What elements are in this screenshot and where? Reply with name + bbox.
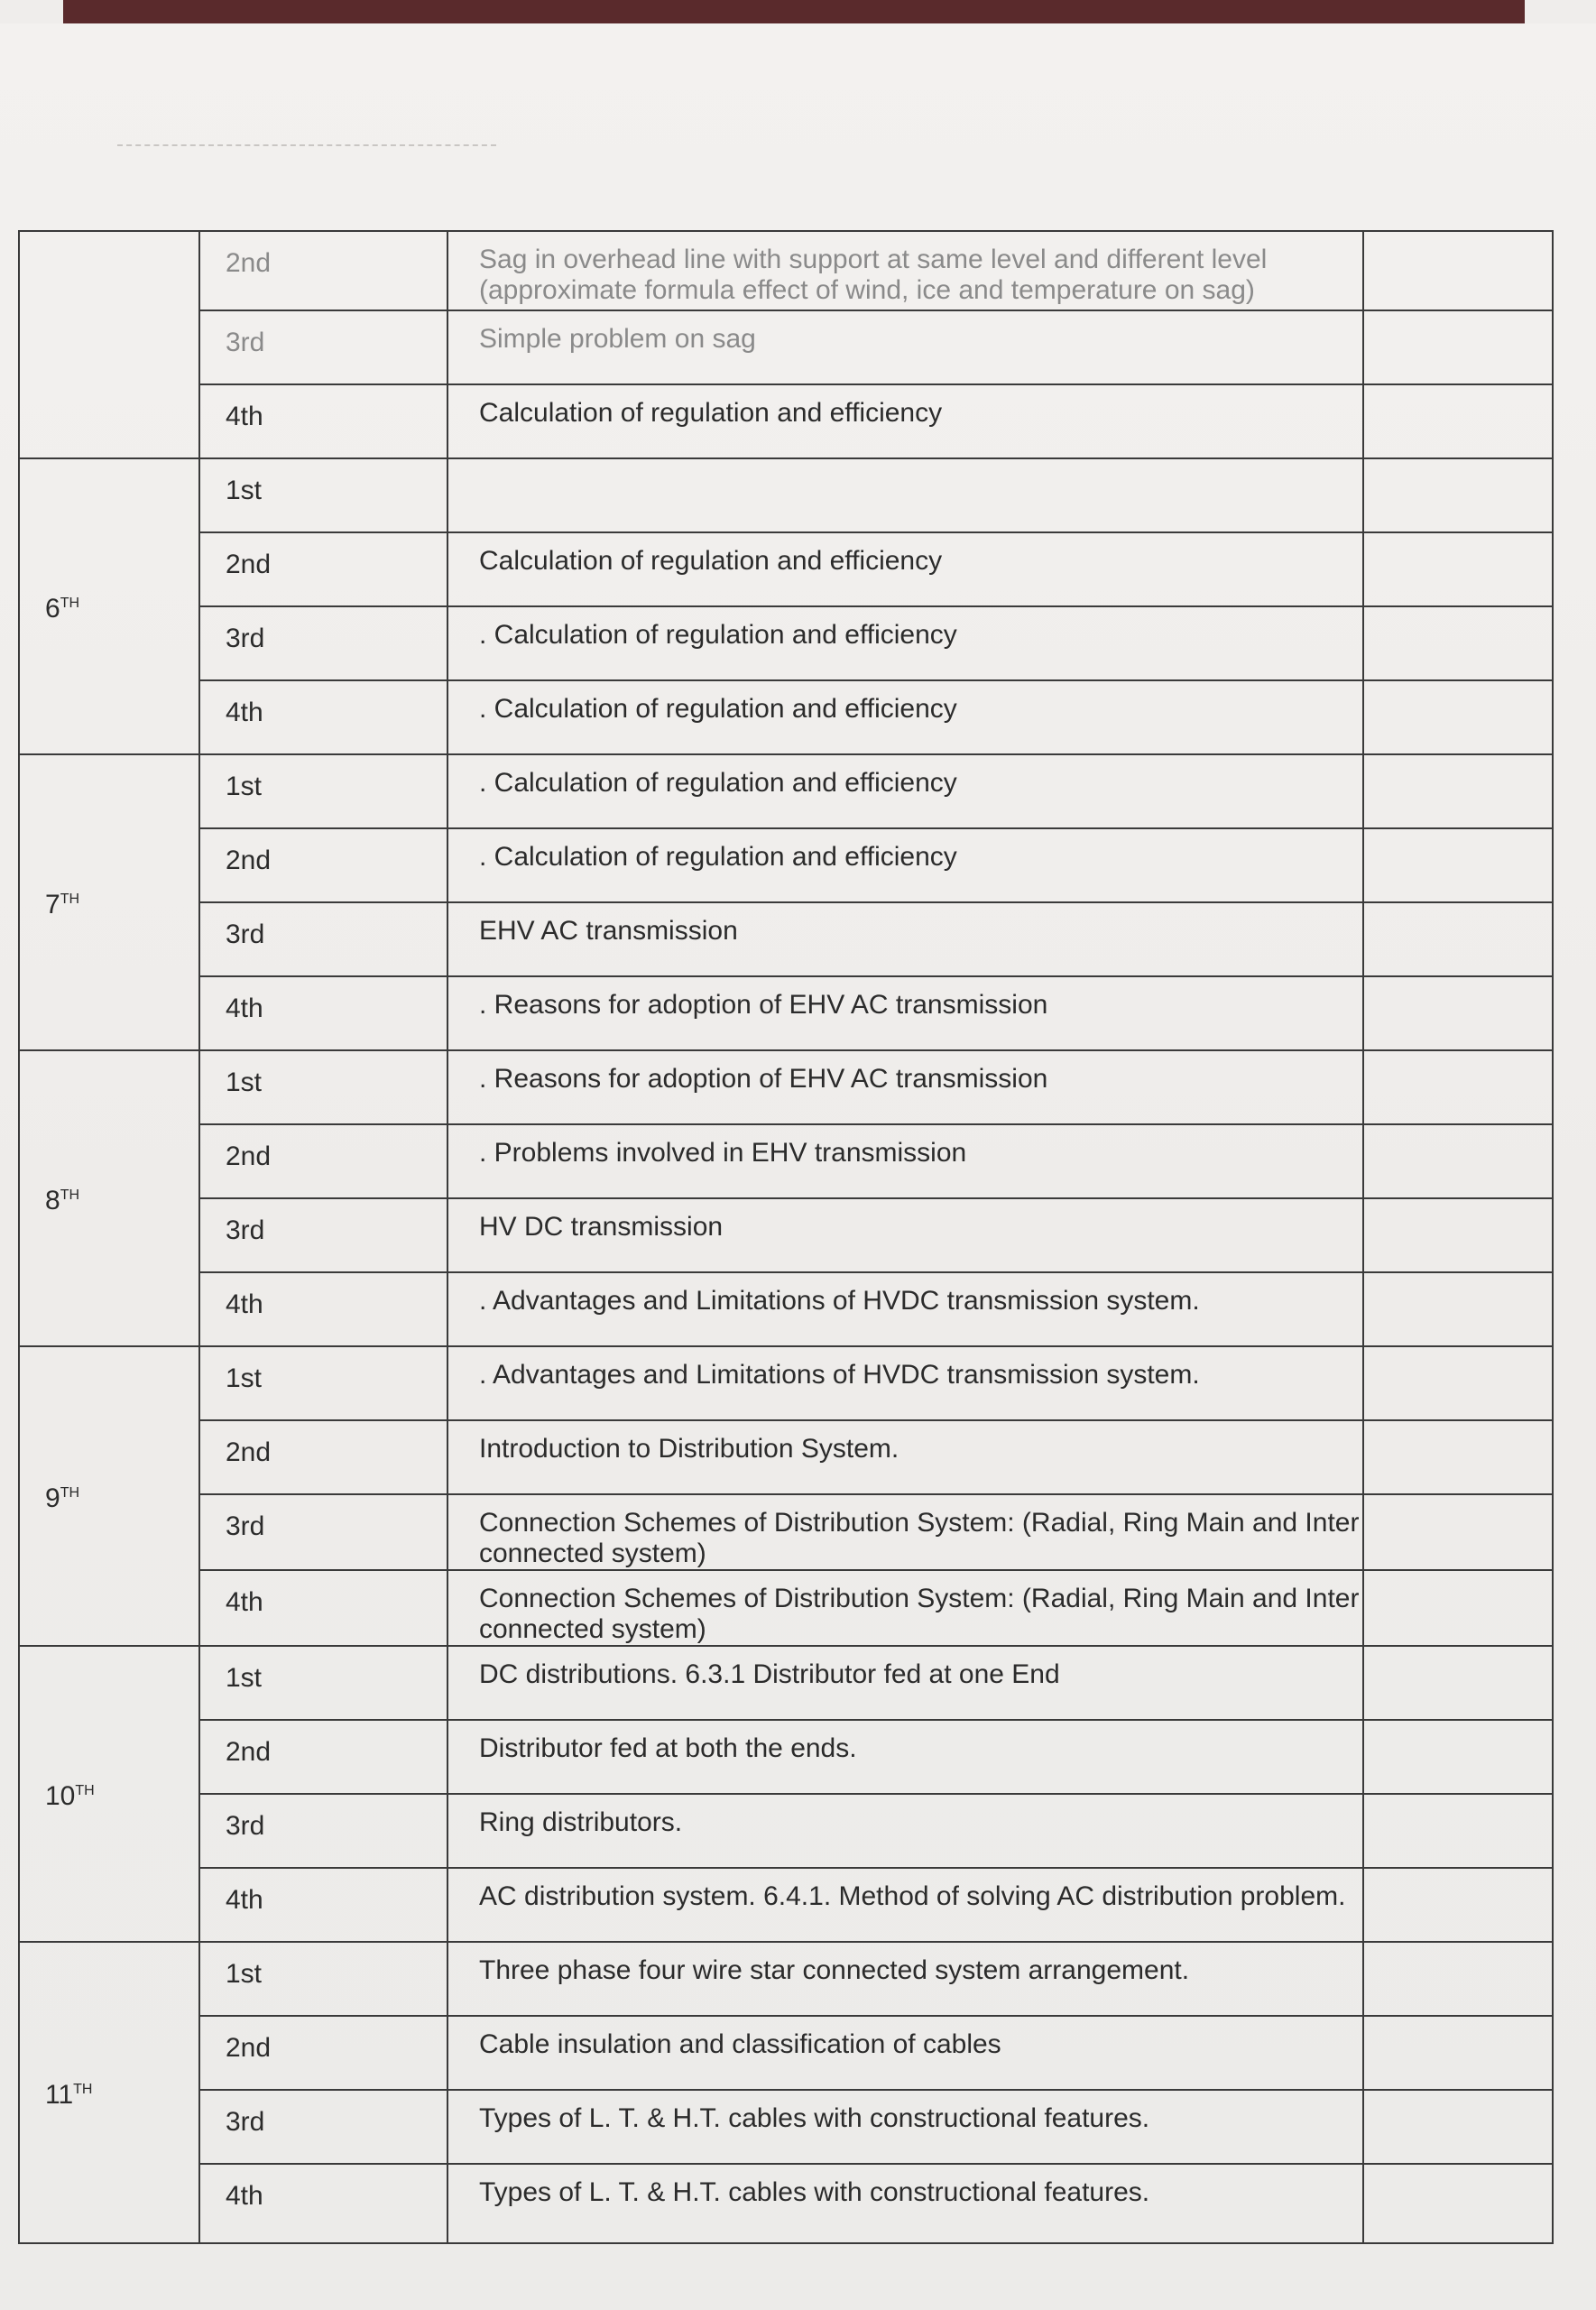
topic-cell: . Calculation of regulation and efficiency bbox=[447, 680, 1363, 754]
week-cell: 11TH bbox=[19, 1942, 199, 2243]
table-row bbox=[19, 1346, 1553, 1420]
topic-cell: Types of L. T. & H.T. cables with constructional features. bbox=[447, 2164, 1363, 2243]
lecture-cell: 2nd bbox=[199, 532, 447, 606]
table-row bbox=[19, 1272, 1553, 1346]
week-cell: 6TH bbox=[19, 458, 199, 754]
lecture-cell: 3rd bbox=[199, 1794, 447, 1868]
table-row bbox=[19, 231, 1553, 310]
remarks-cell bbox=[1363, 1124, 1553, 1198]
lecture-cell: 3rd bbox=[199, 1198, 447, 1272]
table-row bbox=[19, 1494, 1553, 1570]
topic-cell bbox=[447, 458, 1363, 532]
lecture-cell: 4th bbox=[199, 384, 447, 458]
topic-cell: HV DC transmission bbox=[447, 1198, 1363, 1272]
remarks-cell bbox=[1363, 231, 1553, 310]
remarks-cell bbox=[1363, 680, 1553, 754]
faint-header-line bbox=[117, 144, 496, 146]
table-row bbox=[19, 2016, 1553, 2090]
table-row bbox=[19, 310, 1553, 384]
remarks-cell bbox=[1363, 754, 1553, 828]
lecture-cell: 4th bbox=[199, 1272, 447, 1346]
topic-cell: Cable insulation and classification of cables bbox=[447, 2016, 1363, 2090]
remarks-cell bbox=[1363, 828, 1553, 902]
topic-cell: . Reasons for adoption of EHV AC transmission bbox=[447, 1050, 1363, 1124]
week-cell: 10TH bbox=[19, 1646, 199, 1942]
remarks-cell bbox=[1363, 458, 1553, 532]
lecture-cell: 4th bbox=[199, 976, 447, 1050]
remarks-cell bbox=[1363, 1868, 1553, 1942]
topic-cell: Calculation of regulation and efficiency bbox=[447, 532, 1363, 606]
table-row bbox=[19, 1198, 1553, 1272]
topic-cell: Ring distributors. bbox=[447, 1794, 1363, 1868]
lecture-cell: 2nd bbox=[199, 1720, 447, 1794]
table-row bbox=[19, 1570, 1553, 1646]
remarks-cell bbox=[1363, 1272, 1553, 1346]
lecture-cell: 1st bbox=[199, 1646, 447, 1720]
lecture-cell: 4th bbox=[199, 2164, 447, 2243]
topic-cell: Connection Schemes of Distribution System: (Radial, Ring Main and Inter connected system) bbox=[447, 1494, 1363, 1570]
remarks-cell bbox=[1363, 902, 1553, 976]
lecture-cell: 1st bbox=[199, 458, 447, 532]
table-row bbox=[19, 1124, 1553, 1198]
table-row bbox=[19, 1050, 1553, 1124]
topic-cell: AC distribution system. 6.4.1. Method of solving AC distribution problem. bbox=[447, 1868, 1363, 1942]
lecture-cell: 3rd bbox=[199, 1494, 447, 1570]
remarks-cell bbox=[1363, 2090, 1553, 2164]
remarks-cell bbox=[1363, 1646, 1553, 1720]
topic-cell: . Advantages and Limitations of HVDC transmission system. bbox=[447, 1346, 1363, 1420]
lesson-plan-table bbox=[18, 230, 1554, 2244]
remarks-cell bbox=[1363, 532, 1553, 606]
lecture-cell: 1st bbox=[199, 754, 447, 828]
topic-cell: . Calculation of regulation and efficiency bbox=[447, 754, 1363, 828]
topic-cell: . Calculation of regulation and efficiency bbox=[447, 606, 1363, 680]
table-row bbox=[19, 680, 1553, 754]
lecture-cell: 3rd bbox=[199, 902, 447, 976]
lecture-cell: 2nd bbox=[199, 231, 447, 310]
topic-cell: Simple problem on sag bbox=[447, 310, 1363, 384]
table-row bbox=[19, 2090, 1553, 2164]
remarks-cell bbox=[1363, 1346, 1553, 1420]
topic-cell: Types of L. T. & H.T. cables with constructional features. bbox=[447, 2090, 1363, 2164]
lecture-cell: 2nd bbox=[199, 828, 447, 902]
table-row bbox=[19, 2164, 1553, 2243]
lecture-cell: 1st bbox=[199, 1942, 447, 2016]
remarks-cell bbox=[1363, 606, 1553, 680]
topic-cell: DC distributions. 6.3.1 Distributor fed at one End bbox=[447, 1646, 1363, 1720]
table-row bbox=[19, 828, 1553, 902]
lecture-cell: 2nd bbox=[199, 1124, 447, 1198]
table-row bbox=[19, 384, 1553, 458]
topic-cell: . Reasons for adoption of EHV AC transmission bbox=[447, 976, 1363, 1050]
table-row bbox=[19, 1942, 1553, 2016]
topic-cell: . Problems involved in EHV transmission bbox=[447, 1124, 1363, 1198]
table-row bbox=[19, 1720, 1553, 1794]
remarks-cell bbox=[1363, 1720, 1553, 1794]
topic-cell: Calculation of regulation and efficiency bbox=[447, 384, 1363, 458]
table-row bbox=[19, 606, 1553, 680]
table-row bbox=[19, 902, 1553, 976]
topic-cell: . Calculation of regulation and efficiency bbox=[447, 828, 1363, 902]
lecture-cell: 4th bbox=[199, 680, 447, 754]
table-row bbox=[19, 754, 1553, 828]
lecture-cell: 3rd bbox=[199, 2090, 447, 2164]
table-row bbox=[19, 976, 1553, 1050]
remarks-cell bbox=[1363, 1494, 1553, 1570]
remarks-cell bbox=[1363, 384, 1553, 458]
lecture-cell: 3rd bbox=[199, 310, 447, 384]
topic-cell: Sag in overhead line with support at same level and different level (approximate formula effect of wind, ice and temperature on sag) bbox=[447, 231, 1363, 310]
remarks-cell bbox=[1363, 310, 1553, 384]
week-cell: 8TH bbox=[19, 1050, 199, 1346]
topic-cell: Connection Schemes of Distribution System: (Radial, Ring Main and Inter connected system) bbox=[447, 1570, 1363, 1646]
lecture-cell: 1st bbox=[199, 1346, 447, 1420]
remarks-cell bbox=[1363, 1050, 1553, 1124]
week-cell: 9TH bbox=[19, 1346, 199, 1646]
topic-cell: Distributor fed at both the ends. bbox=[447, 1720, 1363, 1794]
top-edge-strip bbox=[63, 0, 1525, 23]
remarks-cell bbox=[1363, 1420, 1553, 1494]
remarks-cell bbox=[1363, 976, 1553, 1050]
topic-cell: . Advantages and Limitations of HVDC transmission system. bbox=[447, 1272, 1363, 1346]
week-cell: 7TH bbox=[19, 754, 199, 1050]
remarks-cell bbox=[1363, 1570, 1553, 1646]
table-row bbox=[19, 532, 1553, 606]
table-row bbox=[19, 458, 1553, 532]
remarks-cell bbox=[1363, 2016, 1553, 2090]
table-row bbox=[19, 1420, 1553, 1494]
table-row bbox=[19, 1868, 1553, 1942]
remarks-cell bbox=[1363, 1942, 1553, 2016]
lecture-cell: 3rd bbox=[199, 606, 447, 680]
lecture-cell: 2nd bbox=[199, 2016, 447, 2090]
topic-cell: Three phase four wire star connected system arrangement. bbox=[447, 1942, 1363, 2016]
table-row bbox=[19, 1646, 1553, 1720]
remarks-cell bbox=[1363, 1794, 1553, 1868]
week-cell bbox=[19, 231, 199, 458]
remarks-cell bbox=[1363, 1198, 1553, 1272]
lecture-cell: 4th bbox=[199, 1570, 447, 1646]
table-row bbox=[19, 1794, 1553, 1868]
remarks-cell bbox=[1363, 2164, 1553, 2243]
lecture-cell: 2nd bbox=[199, 1420, 447, 1494]
lecture-cell: 4th bbox=[199, 1868, 447, 1942]
topic-cell: Introduction to Distribution System. bbox=[447, 1420, 1363, 1494]
topic-cell: EHV AC transmission bbox=[447, 902, 1363, 976]
lecture-cell: 1st bbox=[199, 1050, 447, 1124]
